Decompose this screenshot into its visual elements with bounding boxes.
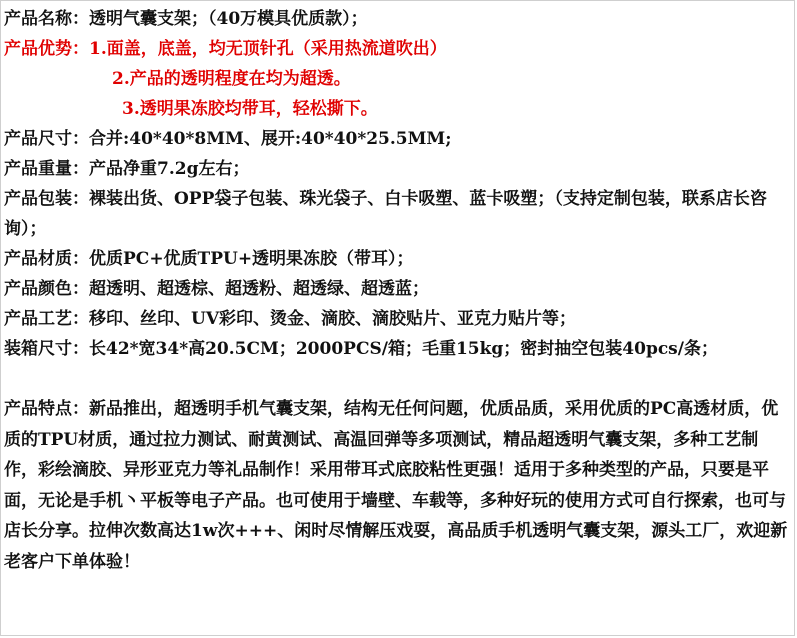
product-advantage-line-2: 2.产品的透明程度在均为超透。 <box>112 69 351 89</box>
product-name-line: 产品名称：透明气囊支架；（40万模具优质款）； <box>4 9 368 29</box>
product-advantage-line-1: 产品优势：1.面盖，底盖，均无顶针孔（采用热流道吹出） <box>4 39 447 59</box>
product-advantage-line-3: 3.透明果冻胶均带耳，轻松撕下。 <box>122 99 378 119</box>
product-weight-line: 产品重量：产品净重7.2g左右； <box>4 159 250 179</box>
product-color-line: 产品颜色：超透明、超透棕、超透粉、超透绿、超透蓝； <box>4 279 429 299</box>
packing-box-size-line: 装箱尺寸：长42*宽34*高20.5CM；2000PCS/箱；毛重15kg；密封抽空包装40pcs/条； <box>4 339 718 359</box>
product-size-line: 产品尺寸：合并:40*40*8MM、展开:40*40*25.5MM; <box>4 129 452 149</box>
product-craft-line: 产品工艺：移印、丝印、UV彩印、烫金、滴胶、滴胶贴片、亚克力贴片等； <box>4 309 577 329</box>
product-material-line: 产品材质：优质PC+优质TPU+透明果冻胶（带耳）； <box>4 249 414 269</box>
product-description <box>4 4 789 577</box>
product-packaging-line: 产品包装：裸装出货、OPP袋子包装、珠光袋子、白卡吸塑、蓝卡吸塑；（支持定制包装，联系店长咨询）； <box>4 189 767 239</box>
paragraph-spacer <box>4 364 789 394</box>
product-features-paragraph: 产品特点：新品推出，超透明手机气囊支架，结构无任何问题，优质品质，采用优质的PC高透材质，优质的TPU材质，通过拉力测试、耐黄测试、高温回弹等多项测试，精品超透明气囊支架，多种工艺制作，彩绘滴胶、异形亚克力等礼品制作！采用带耳式底胶粘性更强！适用于多种类型的产品，只要是平面，无论是手机丶平板等电子产品。也可使用于墙壁、车载等，多种好玩的使用方式可自行探索，也可与店长分享。拉伸次数高达1w次+++、闲时尽情解压戏耍，高品质手机透明气囊支架，源头工厂，欢迎新老客户下单体验！ <box>4 399 788 572</box>
